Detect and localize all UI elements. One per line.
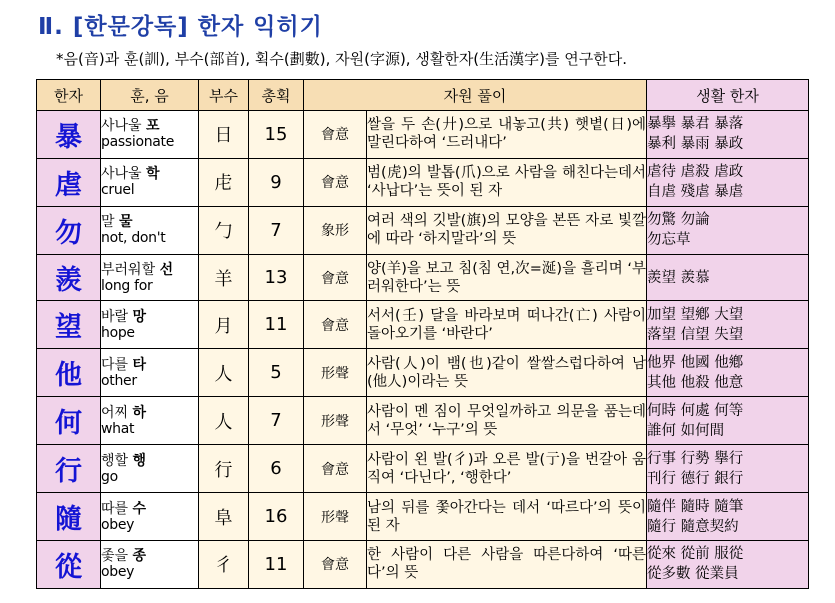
life-hanja-line-1: 從來 從前 服從	[647, 546, 744, 563]
hanja-char: 行	[37, 445, 101, 493]
table-row	[37, 493, 809, 541]
radical-cell: 行	[199, 445, 249, 493]
formation-type-cell: 形聲	[304, 397, 367, 445]
eum-text: 물	[118, 214, 133, 231]
meaning-english: go	[101, 468, 118, 485]
meaning-cell	[101, 206, 199, 254]
radical-cell: 月	[199, 301, 249, 349]
radical-cell: 羊	[199, 254, 249, 301]
meaning-english: cruel	[101, 182, 135, 199]
hun-text: 바랄	[101, 308, 129, 325]
formation-type-cell: 象形	[304, 206, 367, 254]
life-hanja-line-2: 落望 信望 失望	[647, 326, 744, 343]
life-hanja-line-2: 自虐 殘虐 暴虐	[647, 184, 744, 201]
hun-text: 좇을	[101, 548, 129, 565]
meaning-korean	[101, 501, 198, 517]
eum-text: 포	[146, 118, 160, 135]
hanja-char: 他	[37, 349, 101, 397]
eum-text: 타	[132, 356, 147, 373]
life-hanja-cell	[647, 206, 809, 254]
header-hanja: 한자	[37, 80, 101, 111]
eum-text: 선	[159, 261, 174, 278]
life-hanja-cell	[647, 349, 809, 397]
meaning-korean	[101, 214, 198, 230]
hun-text: 다를	[101, 356, 129, 373]
meaning-cell	[101, 397, 199, 445]
strokes-cell: 9	[249, 158, 304, 206]
table-header-row	[37, 80, 809, 111]
table-row	[37, 397, 809, 445]
hanja-char: 羨	[37, 254, 101, 301]
meaning-korean	[101, 548, 198, 564]
life-hanja-cell	[647, 158, 809, 206]
life-hanja-line-1: 虐待 虐殺 虐政	[647, 164, 744, 181]
header-origin: 자원 풀이	[304, 80, 647, 111]
hun-text: 말	[101, 214, 115, 231]
formation-type-cell: 形聲	[304, 349, 367, 397]
strokes-cell: 16	[249, 493, 304, 541]
life-hanja-cell	[647, 493, 809, 541]
hanja-char: 勿	[37, 206, 101, 254]
meaning-cell	[101, 349, 199, 397]
life-hanja-line-1: 羨望 羨慕	[647, 269, 710, 286]
strokes-cell: 15	[249, 111, 304, 159]
hanja-table	[36, 79, 809, 589]
life-hanja-line-1: 何時 何處 何等	[647, 402, 744, 419]
strokes-cell: 6	[249, 445, 304, 493]
life-hanja-line-1: 行事 行勢 擧行	[647, 450, 744, 467]
life-hanja-line-2: 暴利 暴雨 暴政	[647, 136, 744, 153]
hanja-char: 從	[37, 540, 101, 588]
radical-cell: 人	[199, 397, 249, 445]
hun-text: 부러워할	[101, 261, 156, 278]
hanja-char: 虐	[37, 158, 101, 206]
meaning-cell	[101, 540, 199, 588]
meaning-english: hope	[101, 324, 135, 341]
origin-explanation-cell: 남의 뒤를 쫓아간다는 데서 ‘따르다’의 뜻이 된 자	[367, 493, 647, 541]
strokes-cell: 5	[249, 349, 304, 397]
radical-cell: 人	[199, 349, 249, 397]
meaning-korean	[101, 262, 198, 278]
hun-text: 사나울	[101, 118, 142, 135]
meaning-korean	[101, 309, 198, 325]
header-radical: 부수	[199, 80, 249, 111]
table-row	[37, 158, 809, 206]
hanja-char: 隨	[37, 493, 101, 541]
meaning-cell	[101, 493, 199, 541]
page-subtitle: *음(音)과 훈(訓), 부수(部首), 획수(劃數), 자원(字源), 생활한자(生活漢字)를 연구한다.	[56, 50, 627, 68]
table-row	[37, 540, 809, 588]
radical-cell: 勹	[199, 206, 249, 254]
hun-text: 사나울	[101, 166, 142, 183]
meaning-english: not, don't	[101, 230, 166, 247]
header-life: 생활 한자	[647, 80, 809, 111]
header-strokes: 총획	[249, 80, 304, 111]
formation-type-cell: 會意	[304, 111, 367, 159]
table-row	[37, 254, 809, 301]
meaning-english: other	[101, 372, 137, 389]
meaning-cell	[101, 301, 199, 349]
hun-text: 따를	[101, 500, 129, 517]
hun-text: 어찌	[101, 404, 129, 421]
formation-type-cell: 形聲	[304, 493, 367, 541]
radical-cell: 日	[199, 111, 249, 159]
eum-text: 수	[132, 500, 147, 517]
origin-explanation-cell: 한 사람이 다른 사람을 따른다하여 ‘따른다’의 뜻	[367, 540, 647, 588]
meaning-english: long for	[101, 277, 153, 294]
life-hanja-line-1: 暴擧 暴君 暴落	[647, 116, 744, 133]
life-hanja-line-2: 其他 他殺 他意	[647, 374, 744, 391]
table-row	[37, 349, 809, 397]
meaning-english: obey	[101, 564, 135, 581]
meaning-korean	[101, 118, 198, 134]
meaning-korean	[101, 405, 198, 421]
origin-explanation-cell: 범(虎)의 발톱(爪)으로 사람을 해친다는데서 ‘사납다’는 뜻이 된 자	[367, 158, 647, 206]
life-hanja-cell	[647, 111, 809, 159]
meaning-cell	[101, 254, 199, 301]
life-hanja-line-1: 隨伴 隨時 隨筆	[647, 498, 744, 515]
meaning-cell	[101, 158, 199, 206]
page-title: Ⅱ. [한문강독] 한자 익히기	[38, 14, 323, 40]
origin-explanation-cell: 양(羊)을 보고 침(침 연,次=涎)을 흘리며 ‘부러워한다’는 뜻	[367, 254, 647, 301]
formation-type-cell: 會意	[304, 540, 367, 588]
header-meaning: 훈, 음	[101, 80, 199, 111]
formation-type-cell: 會意	[304, 254, 367, 301]
formation-type-cell: 會意	[304, 445, 367, 493]
strokes-cell: 7	[249, 397, 304, 445]
life-hanja-line-2: 從多數 從業員	[647, 566, 739, 583]
meaning-korean	[101, 453, 198, 469]
life-hanja-line-1: 他界 他國 他鄕	[647, 354, 744, 371]
life-hanja-line-2: 勿忘草	[647, 232, 691, 249]
table-row	[37, 301, 809, 349]
origin-explanation-cell: 사람이 멘 짐이 무엇일까하고 의문을 품는데서 ‘무엇’ ‘누구’의 뜻	[367, 397, 647, 445]
life-hanja-cell	[647, 540, 809, 588]
strokes-cell: 11	[249, 540, 304, 588]
strokes-cell: 11	[249, 301, 304, 349]
origin-explanation-cell: 쌀을 두 손(廾)으로 내놓고(共) 햇볕(日)에 말린다하여 ‘드러내다’	[367, 111, 647, 159]
life-hanja-cell	[647, 445, 809, 493]
life-hanja-cell	[647, 397, 809, 445]
radical-cell: 彳	[199, 540, 249, 588]
life-hanja-cell	[647, 254, 809, 301]
meaning-english: passionate	[101, 134, 175, 151]
meaning-english: what	[101, 420, 135, 437]
meaning-cell	[101, 111, 199, 159]
meaning-cell	[101, 445, 199, 493]
meaning-english: obey	[101, 516, 135, 533]
hanja-char: 望	[37, 301, 101, 349]
meaning-korean	[101, 166, 198, 182]
eum-text: 망	[132, 308, 147, 325]
life-hanja-line-1: 勿驚 勿論	[647, 212, 710, 229]
origin-explanation-cell: 여러 색의 깃발(旗)의 모양을 본뜬 자로 빛깔에 따라 ‘하지말라’의 뜻	[367, 206, 647, 254]
eum-text: 종	[132, 548, 147, 565]
radical-cell: 虍	[199, 158, 249, 206]
life-hanja-cell	[647, 301, 809, 349]
formation-type-cell: 會意	[304, 301, 367, 349]
radical-cell: 阜	[199, 493, 249, 541]
origin-explanation-cell: 서서(壬) 달을 바라보며 떠나간(亡) 사람이 돌아오기를 ‘바란다’	[367, 301, 647, 349]
meaning-korean	[101, 357, 198, 373]
life-hanja-line-2: 刊行 德行 銀行	[647, 470, 744, 487]
strokes-cell: 13	[249, 254, 304, 301]
life-hanja-line-1: 加望 望鄕 大望	[647, 306, 744, 323]
origin-explanation-cell: 사람(人)이 뱀(也)같이 쌀쌀스럽다하여 남(他人)이라는 뜻	[367, 349, 647, 397]
eum-text: 행	[132, 452, 147, 469]
eum-text: 학	[146, 166, 160, 183]
table-row	[37, 111, 809, 159]
life-hanja-line-2: 誰何 如何間	[647, 422, 725, 439]
hanja-char: 暴	[37, 111, 101, 159]
strokes-cell: 7	[249, 206, 304, 254]
eum-text: 하	[132, 404, 147, 421]
hanja-char: 何	[37, 397, 101, 445]
formation-type-cell: 會意	[304, 158, 367, 206]
hun-text: 행할	[101, 452, 129, 469]
origin-explanation-cell: 사람이 왼 발(彳)과 오른 발(亍)을 번갈아 움직여 ‘다닌다’, ‘행한다’	[367, 445, 647, 493]
life-hanja-line-2: 隨行 隨意契約	[647, 518, 739, 535]
table-row	[37, 445, 809, 493]
table-row	[37, 206, 809, 254]
